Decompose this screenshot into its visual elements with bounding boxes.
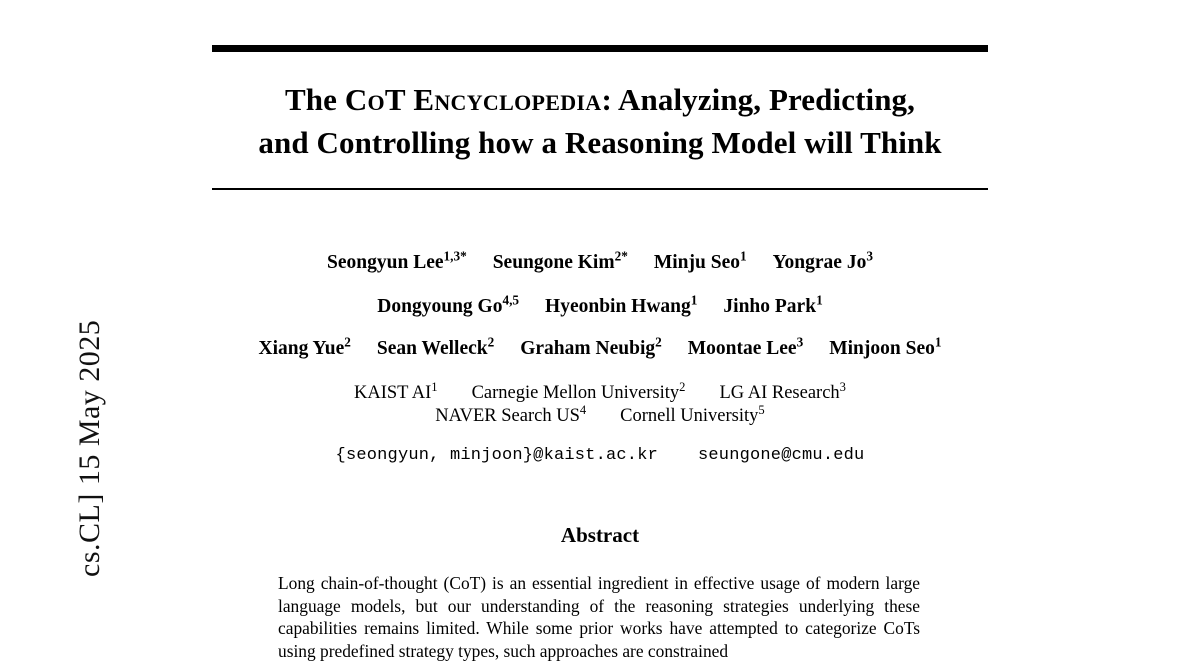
email-primary[interactable]: {seongyun, minjoon}@kaist.ac.kr: [335, 446, 658, 465]
title-suffix: : Analyzing, Predicting,: [601, 82, 916, 117]
abstract-heading: Abstract: [560, 523, 640, 547]
title-rule-top: [212, 45, 988, 52]
author-name: Sean Welleck: [376, 337, 488, 359]
affiliation-name: NAVER Search US: [435, 406, 580, 427]
abstract-paragraph: Long chain-of-thought (CoT) is an essential ingredient in effective usage of modern large language models, but our understanding of the reasoning strategies underlying these capabilities remains limited. While some prior works have attempted to categorize CoTs using predefined strategy types, such approaches are constrained: [278, 573, 920, 661]
author-affiliation-marker: 2: [655, 334, 662, 349]
affiliation: [435, 403, 587, 427]
affiliation-row-2: [180, 403, 1020, 427]
paper-page: [120, 0, 1200, 661]
affiliation-name: KAIST AI: [354, 383, 432, 404]
author: [377, 292, 520, 317]
arxiv-stamp: [0, 0, 120, 648]
author-affiliation-marker: 1,3*: [443, 248, 467, 263]
author-name: Moontae Lee: [687, 337, 797, 359]
author-name: Jinho Park: [723, 295, 817, 317]
title-smallcaps: CoT Encyclopedia: [344, 82, 602, 117]
author-name: Seungone Kim: [492, 251, 615, 273]
email-row: [180, 446, 1020, 465]
author: [520, 334, 662, 359]
page-title: [180, 78, 1020, 164]
title-rule-bottom: [212, 188, 988, 190]
title-line-2: and Controlling how a Reasoning Model will Think: [258, 125, 942, 160]
author-row-3: [180, 334, 1020, 360]
affiliation-marker: 2: [679, 380, 686, 394]
author-affiliation-marker: 2: [344, 334, 351, 349]
author: [327, 248, 467, 273]
author-name: Dongyoung Go: [377, 295, 503, 317]
title-prefix: The: [284, 82, 345, 117]
author-name: Hyeonbin Hwang: [545, 295, 691, 317]
author: [653, 248, 747, 273]
affiliation-marker: 5: [758, 403, 765, 417]
affiliation-name: LG AI Research: [719, 383, 840, 404]
author: [545, 292, 698, 317]
author-affiliation-marker: 3: [796, 334, 804, 349]
affiliation-marker: 3: [839, 380, 846, 394]
affiliation-name: Cornell University: [620, 406, 759, 427]
affiliation-name: Carnegie Mellon University: [471, 383, 680, 404]
arxiv-stamp-text: cs.CL] 15 May 2025: [73, 319, 106, 577]
affiliation: [620, 403, 765, 427]
affiliation: [354, 380, 438, 404]
affiliation-row-1: [180, 380, 1020, 404]
author-affiliation-marker: 1: [690, 292, 698, 307]
author: [772, 248, 873, 273]
author-name: Yongrae Jo: [772, 251, 867, 273]
author-name: Xiang Yue: [258, 337, 345, 359]
author-affiliation-marker: 2: [487, 334, 495, 349]
author-row-1: [180, 248, 1020, 274]
author: [258, 334, 351, 359]
author-affiliation-marker: 3: [866, 248, 873, 263]
author-affiliation-marker: 1: [934, 334, 942, 349]
author-affiliation-marker: 2*: [614, 248, 628, 263]
author: [376, 334, 495, 359]
author-name: Minju Seo: [653, 251, 740, 273]
author-row-2: [180, 292, 1020, 318]
title-line-1: [285, 82, 915, 117]
author-name: Seongyun Lee: [327, 251, 444, 273]
author-name: Graham Neubig: [520, 337, 656, 359]
affiliation-marker: 4: [579, 403, 587, 417]
author: [829, 334, 942, 359]
author-affiliation-marker: 1: [740, 248, 747, 263]
affiliation-marker: 1: [431, 380, 438, 394]
author-name: Minjoon Seo: [829, 337, 935, 359]
author: [687, 334, 804, 359]
author: [492, 248, 628, 273]
affiliation: [471, 380, 686, 404]
author-affiliation-marker: 1: [816, 292, 823, 307]
abstract-body: [278, 572, 920, 662]
author-affiliation-marker: 4,5: [502, 292, 520, 307]
affiliation: [719, 380, 846, 404]
email-secondary[interactable]: seungone@cmu.edu: [698, 446, 865, 465]
author: [723, 292, 823, 317]
